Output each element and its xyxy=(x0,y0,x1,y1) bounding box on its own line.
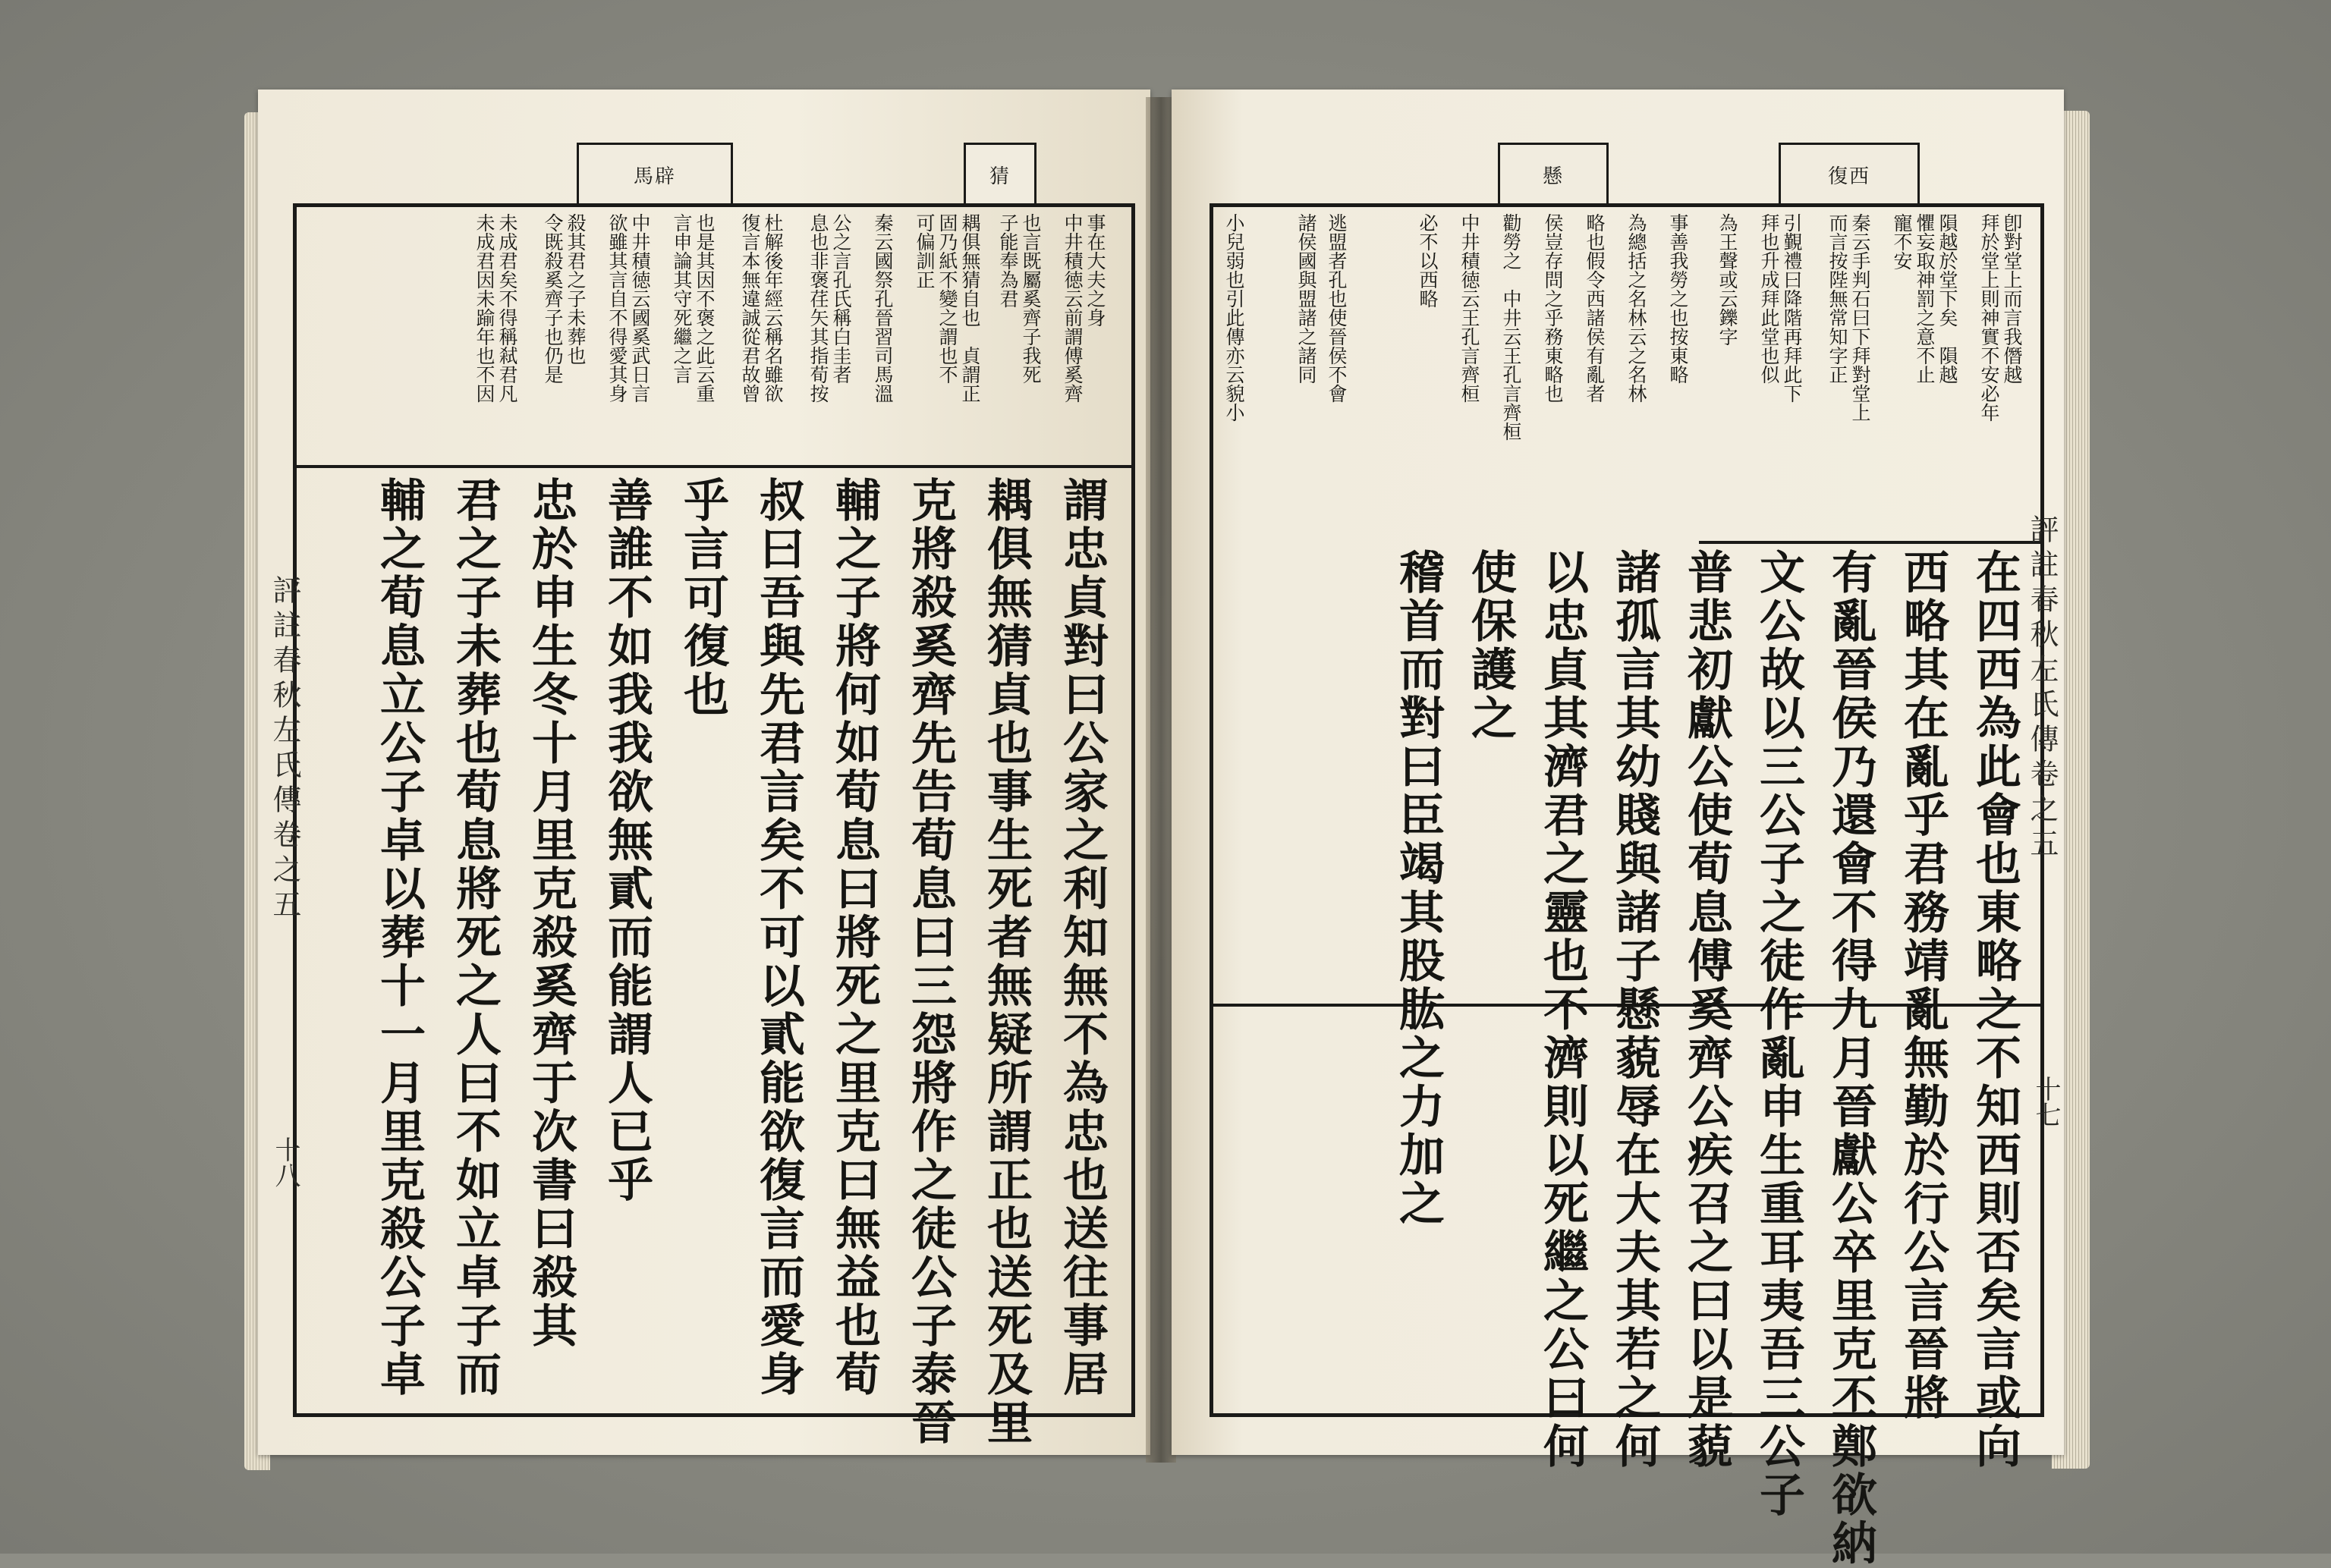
commentary-column: 耦俱無猜自也 貞謂正 xyxy=(959,213,981,403)
main-text-column: 輔之荀息立公子卓以葬十一月里克殺公子卓 xyxy=(373,476,426,1399)
commentary-column: 秦云手判石曰下拜對堂上 xyxy=(1849,213,1871,422)
main-text-column: 叔曰吾與先君言矣不可以貳能欲復言而愛身 xyxy=(752,476,805,1399)
commentary-column: 寵不安 xyxy=(1891,213,1913,270)
commentary-column: 殺其君之子未葬也 xyxy=(565,213,587,365)
commentary-column: 固乃紙不變之謂也不 xyxy=(936,213,958,384)
commentary-column: 可偏訓正 xyxy=(914,213,936,289)
commentary-column: 中井積徳云國奚武日言 xyxy=(629,213,651,403)
open-book xyxy=(258,90,2064,1568)
main-text-column: 忠於申生冬十月里克殺奚齊于次書曰殺其 xyxy=(524,476,577,1350)
commentary-column: 拜也升成拜此堂也似 xyxy=(1758,213,1780,384)
commentary-column: 卽對堂上而言我僭越 xyxy=(2001,213,2023,384)
commentary-column: 為總括之名林云之名林 xyxy=(1625,213,1647,403)
header-tag-right-2 xyxy=(1779,143,1920,206)
main-text-column: 輔之子將何如荀息曰將死之里克曰無益也荀 xyxy=(828,476,881,1399)
commentary-column: 逃盟者孔也使晉侯不會 xyxy=(1326,213,1348,403)
main-text-column: 使保護之 xyxy=(1464,548,1517,743)
header-tag-left-1 xyxy=(577,143,733,206)
commentary-column: 言申論其守死繼之言 xyxy=(671,213,693,384)
page-number: 十八 xyxy=(270,1136,300,1188)
commentary-column: 中井積徳云前謂傅奚齊 xyxy=(1062,213,1084,403)
commentary-column: 拜於堂上則神實不安必年 xyxy=(1978,213,2000,422)
commentary-column: 事善我勞之也按東略 xyxy=(1667,213,1689,384)
main-text-column: 乎言可復也 xyxy=(676,476,729,719)
text-block-right xyxy=(1210,203,2044,1568)
commentary-column: 事在大夫之身 xyxy=(1084,213,1106,327)
commentary-column: 諸侯國與盟諸之諸同 xyxy=(1295,213,1317,384)
commentary-column: 也言既屬奚齊子我死 xyxy=(1020,213,1042,384)
main-text-column: 克將殺奚齊先告荀息曰三怨將作之徒公子泰晉 xyxy=(904,476,957,1447)
commentary-column: 略也假令西諸侯有亂者 xyxy=(1584,213,1606,403)
main-text-column: 文公故以三公子之徒作亂申生重耳夷吾三公子 xyxy=(1752,548,1805,1519)
commentary-divider-upper xyxy=(1699,541,2040,544)
text-block-left xyxy=(293,203,1135,1447)
main-text-column: 稽首而對曰臣竭其股肱之力加之 xyxy=(1392,548,1445,1228)
main-text-column: 耦俱無猜貞也事生死者無疑所謂正也送死及里 xyxy=(980,476,1033,1447)
right-page xyxy=(1172,90,2064,1568)
tag-text: 懸 xyxy=(1542,165,1564,188)
commentary-column: 欲雖其言自不得愛其身 xyxy=(606,213,628,403)
commentary-column: 引覲禮曰降階再拜此下 xyxy=(1781,213,1803,403)
main-text-column: 在四西為此會也東略之不知西則否矣言或向 xyxy=(1968,548,2021,1471)
header-tag-left-2 xyxy=(964,143,1037,206)
main-text-column: 以忠貞其濟君之靈也不濟則以死繼之公曰何 xyxy=(1536,548,1589,1471)
commentary-column: 公之言孔氏稱白圭者 xyxy=(830,213,852,384)
commentary-column: 勸勞之 中井云王孔言齊桓 xyxy=(1500,213,1522,441)
commentary-column: 小兒弱也引此傳亦云貌小 xyxy=(1223,213,1245,422)
commentary-column: 懼妄取神罰之意不止 xyxy=(1914,213,1936,384)
commentary-column: 也是其因不褒之此云重 xyxy=(694,213,716,403)
commentary-column: 隕越於堂下矣 隕越 xyxy=(1936,213,1958,384)
tag-text: 馬辟 xyxy=(633,165,676,188)
tag-text: 復西 xyxy=(1827,165,1870,188)
main-text-column: 善誰不如我我欲無貳而能謂人已乎 xyxy=(600,476,653,1205)
commentary-column: 而言按陛無常知字正 xyxy=(1826,213,1848,384)
commentary-column: 未成君矣不得稱弒君凡 xyxy=(496,213,518,403)
main-text-column: 普悲初獻公使荀息傅奚齊公疾召之曰以是藐 xyxy=(1680,548,1733,1471)
page-number: 十七 xyxy=(2031,1076,2061,1127)
center-strip-title: 評註春秋左氏傳卷之五 xyxy=(2025,514,2059,863)
commentary-column: 子能奉為君 xyxy=(997,213,1019,308)
main-text-column: 有亂晉侯乃還會不得九月晉獻公卒里克丕鄭欲納 xyxy=(1824,548,1877,1568)
main-text-column: 君之子未葬也荀息將死之人曰不如立卓子而 xyxy=(448,476,502,1399)
commentary-column: 中井積徳云王孔言齊桓 xyxy=(1458,213,1480,403)
main-text-column: 諸孤言其幼賤與諸子懸藐辱在大夫其若之何 xyxy=(1608,548,1661,1471)
commentary-column: 侯豈存問之乎務東略也 xyxy=(1542,213,1564,403)
left-page xyxy=(258,90,1150,1455)
main-text-column: 謂忠貞對曰公家之利知無不為忠也送往事居 xyxy=(1055,476,1109,1399)
tag-text: 猜 xyxy=(989,165,1011,188)
main-text-column: 西略其在亂乎君務靖亂無勤於行公言晉將 xyxy=(1896,548,1949,1422)
commentary-column: 必不以西略 xyxy=(1417,213,1439,308)
commentary-column: 未成君因未踰年也不因 xyxy=(473,213,495,403)
commentary-column: 令既殺奚齊子也仍是 xyxy=(542,213,564,384)
commentary-column: 復言本無違誠從君故曾 xyxy=(739,213,761,403)
commentary-column: 為王聲或云鑠字 xyxy=(1716,213,1738,346)
commentary-divider xyxy=(297,465,1131,468)
commentary-column: 秦云國祭孔晉習司馬溫 xyxy=(872,213,894,403)
center-strip-title: 評註春秋左氏傳卷之五 xyxy=(268,575,301,924)
commentary-column: 杜解後年經云稱名雖欲 xyxy=(762,213,784,403)
header-tag-right-1 xyxy=(1498,143,1609,206)
commentary-column: 息也非褒荏矢其指荀按 xyxy=(807,213,829,403)
